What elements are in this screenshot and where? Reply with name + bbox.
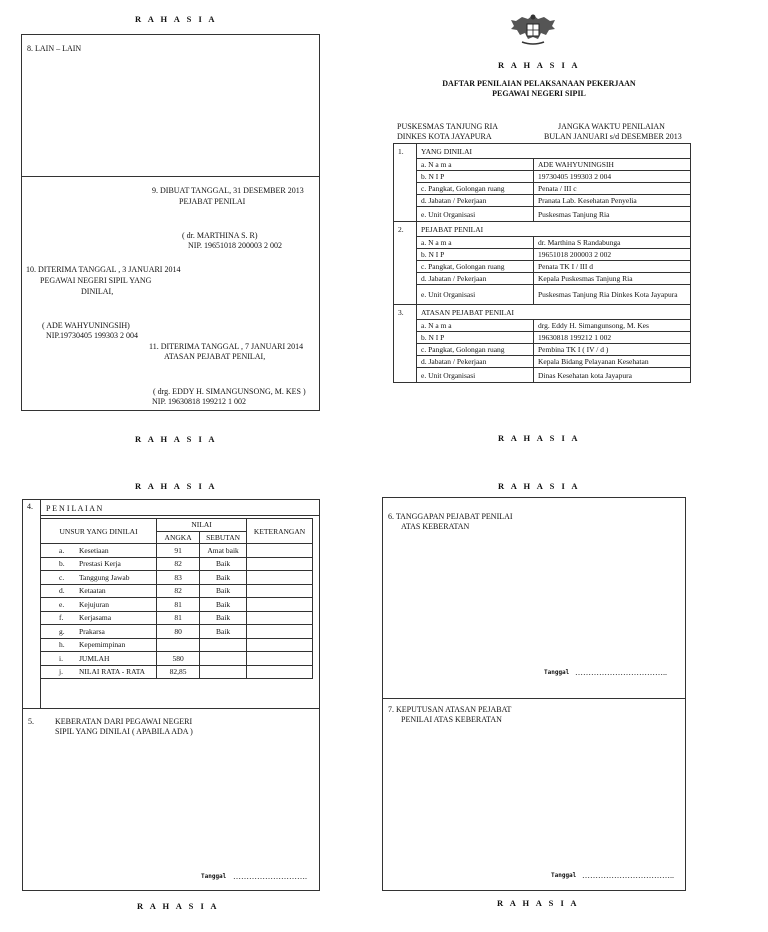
- table-row: [394, 237, 691, 249]
- field-value: Dinas Kesehatan kota Jayapura: [534, 368, 691, 383]
- row-angka: [157, 638, 200, 652]
- table-row: [394, 368, 691, 383]
- row-sebutan: [200, 652, 247, 666]
- row-letter: i.: [41, 652, 76, 666]
- s11-name: ( drg. EDDY H. SIMANGUNSONG, M. KES ): [153, 387, 306, 396]
- assessment-table: [40, 518, 313, 679]
- row-keterangan: [247, 652, 313, 666]
- s11-role: ATASAN PEJABAT PENILAI,: [164, 352, 266, 361]
- field-value: Pranata Lab. Kesehatan Penyelia: [534, 195, 691, 207]
- field-label: b. N I P: [417, 171, 534, 183]
- field-label: c. Pangkat, Golongan ruang: [417, 344, 534, 356]
- field-value: Pembina TK I ( IV / d ): [534, 344, 691, 356]
- page3-frame: [22, 499, 320, 891]
- section-4-number: 4.: [27, 502, 33, 511]
- section-number: 1.: [394, 144, 417, 222]
- s9-nip: NIP. 19651018 200003 2 002: [188, 241, 283, 250]
- row-letter: c.: [41, 571, 76, 585]
- field-label: d. Jabatan / Pekerjaan: [417, 273, 534, 285]
- tanggal-dots-s6: ……………………………..: [575, 668, 667, 677]
- field-label: d. Jabatan / Pekerjaan: [417, 356, 534, 368]
- row-sebutan: Baik: [200, 584, 247, 598]
- row-letter: d.: [41, 584, 76, 598]
- row-angka: 80: [157, 625, 200, 639]
- tanggal-label-s7: Tanggal: [551, 872, 577, 879]
- table-row: [394, 207, 691, 222]
- period-line1: JANGKA WAKTU PENILAIAN: [558, 122, 665, 131]
- table-row: [394, 356, 691, 368]
- field-value: Penata TK I / III d: [534, 261, 691, 273]
- field-value: 19630818 199212 1 002: [534, 332, 691, 344]
- table-row: [41, 544, 313, 558]
- row-unsur: Prakarsa: [75, 625, 157, 639]
- field-value: Puskesmas Tanjung Ria Dinkes Kota Jayapura: [534, 285, 691, 305]
- row-letter: h.: [41, 638, 76, 652]
- field-value: ADE WAHYUNINGSIH: [534, 159, 691, 171]
- table-row: [394, 159, 691, 171]
- section-title: YANG DINILAI: [417, 144, 691, 159]
- row-keterangan: [247, 665, 313, 679]
- row-unsur: Tanggung Jawab: [75, 571, 157, 585]
- table-row: [394, 195, 691, 207]
- header-nilai: NILAI: [157, 519, 247, 532]
- row-unsur: NILAI RATA - RATA: [75, 665, 157, 679]
- rahasia-footer-p3: R A H A S I A: [136, 901, 220, 911]
- section-title: PEJABAT PENILAI: [417, 222, 691, 237]
- rahasia-footer-p2: R A H A S I A: [497, 433, 581, 443]
- row-angka: 82,85: [157, 665, 200, 679]
- row-unsur: Ketaatan: [75, 584, 157, 598]
- table-row: [394, 171, 691, 183]
- s6-line1: 6. TANGGAPAN PEJABAT PENILAI: [388, 512, 513, 521]
- row-keterangan: [247, 638, 313, 652]
- table-row: [41, 665, 313, 679]
- s6-line2: ATAS KEBERATAN: [401, 522, 470, 531]
- row-letter: b.: [41, 557, 76, 571]
- row-keterangan: [247, 557, 313, 571]
- s11-title: 11. DITERIMA TANGGAL , 7 JANUARI 2014: [149, 342, 304, 351]
- row-keterangan: [247, 571, 313, 585]
- table-row: [41, 571, 313, 585]
- field-value: Penata / III c: [534, 183, 691, 195]
- divider: [40, 515, 320, 516]
- table-row: [394, 183, 691, 195]
- row-unsur: JUMLAH: [75, 652, 157, 666]
- s9-name: ( dr. MARTHINA S. R): [182, 231, 258, 240]
- org-line2: DINKES KOTA JAYAPURA: [397, 132, 492, 141]
- row-sebutan: Baik: [200, 598, 247, 612]
- row-sebutan: Amat baik: [200, 544, 247, 558]
- row-unsur: Prestasi Kerja: [75, 557, 157, 571]
- section-8-label: 8. LAIN – LAIN: [27, 44, 82, 53]
- table-row: [41, 652, 313, 666]
- row-angka: 82: [157, 584, 200, 598]
- table-row: [41, 598, 313, 612]
- table-row: [394, 249, 691, 261]
- identity-table: [393, 143, 691, 383]
- row-letter: g.: [41, 625, 76, 639]
- table-row: [41, 611, 313, 625]
- table-row: [394, 320, 691, 332]
- doc-title-line1: DAFTAR PENILAIAN PELAKSANAAN PEKERJAAN: [442, 79, 636, 88]
- row-unsur: Kejujuran: [75, 598, 157, 612]
- row-sebutan: Baik: [200, 557, 247, 571]
- rahasia-header-p2: R A H A S I A: [497, 60, 581, 70]
- header-keterangan: KETERANGAN: [247, 519, 313, 544]
- field-value: 19651018 200003 2 002: [534, 249, 691, 261]
- table-row: [394, 285, 691, 305]
- row-keterangan: [247, 625, 313, 639]
- header-sebutan: SEBUTAN: [200, 531, 247, 544]
- s7-line2: PENILAI ATAS KEBERATAN: [401, 715, 502, 724]
- rahasia-header-p4: R A H A S I A: [497, 481, 581, 491]
- row-keterangan: [247, 584, 313, 598]
- field-value: drg. Eddy H. Simangunsong, M. Kes: [534, 320, 691, 332]
- period-line2: BULAN JANUARI s/d DESEMBER 2013: [544, 132, 682, 141]
- header-unsur: UNSUR YANG DINILAI: [41, 519, 157, 544]
- table-row: [41, 638, 313, 652]
- rahasia-header-p1: R A H A S I A: [134, 14, 218, 24]
- s10-nip: NIP.19730405 199303 2 004: [46, 331, 139, 340]
- table-row: [394, 332, 691, 344]
- field-label: e. Unit Organisasi: [417, 207, 534, 222]
- tanggal-dots-s7: ……………………………..: [582, 871, 674, 880]
- table-row: [41, 557, 313, 571]
- rahasia-footer-p1: R A H A S I A: [134, 434, 218, 444]
- row-sebutan: [200, 665, 247, 679]
- row-angka: 82: [157, 557, 200, 571]
- row-keterangan: [247, 544, 313, 558]
- penilaian-heading: P E N I L A I A N: [46, 504, 103, 513]
- field-value: Kepala Bidang Pelayanan Kesehatan: [534, 356, 691, 368]
- row-unsur: Kepemimpinan: [75, 638, 157, 652]
- row-sebutan: Baik: [200, 571, 247, 585]
- field-label: c. Pangkat, Golongan ruang: [417, 183, 534, 195]
- table-row: [41, 625, 313, 639]
- divider: [21, 176, 320, 177]
- row-letter: a.: [41, 544, 76, 558]
- tanggal-label: Tanggal: [201, 873, 227, 880]
- s9-role: PEJABAT PENILAI: [179, 197, 246, 206]
- rahasia-header-p3: R A H A S I A: [134, 481, 218, 491]
- org-line1: PUSKESMAS TANJUNG RIA: [397, 122, 499, 131]
- section-5-number: 5.: [28, 717, 34, 726]
- field-label: a. N a m a: [417, 320, 534, 332]
- row-letter: e.: [41, 598, 76, 612]
- row-letter: j.: [41, 665, 76, 679]
- divider: [382, 698, 686, 699]
- field-label: a. N a m a: [417, 159, 534, 171]
- s7-line1: 7. KEPUTUSAN ATASAN PEJABAT: [388, 705, 512, 714]
- garuda-emblem-icon: [508, 11, 558, 49]
- row-sebutan: Baik: [200, 625, 247, 639]
- field-label: c. Pangkat, Golongan ruang: [417, 261, 534, 273]
- row-keterangan: [247, 598, 313, 612]
- s10-line3: DINILAI,: [81, 287, 114, 296]
- s10-line2: PEGAWAI NEGERI SIPIL YANG: [40, 276, 152, 285]
- row-unsur: Kerjasama: [75, 611, 157, 625]
- page1-frame: [21, 34, 320, 411]
- row-angka: 83: [157, 571, 200, 585]
- row-sebutan: Baik: [200, 611, 247, 625]
- table-row: [41, 584, 313, 598]
- field-value: dr. Marthina S Randabunga: [534, 237, 691, 249]
- field-label: d. Jabatan / Pekerjaan: [417, 195, 534, 207]
- rahasia-footer-p4: R A H A S I A: [496, 898, 580, 908]
- row-angka: 81: [157, 598, 200, 612]
- field-value: Kepala Puskesmas Tanjung Ria: [534, 273, 691, 285]
- row-angka: 91: [157, 544, 200, 558]
- row-angka: 580: [157, 652, 200, 666]
- page4-frame: [382, 497, 686, 891]
- row-keterangan: [247, 611, 313, 625]
- row-sebutan: [200, 638, 247, 652]
- section-number: 2.: [394, 222, 417, 305]
- table-row: [394, 273, 691, 285]
- s10-title: 10. DITERIMA TANGGAL , 3 JANUARI 2014: [26, 265, 181, 274]
- doc-title-line2: PEGAWAI NEGERI SIPIL: [492, 89, 586, 98]
- field-label: e. Unit Organisasi: [417, 368, 534, 383]
- row-letter: f.: [41, 611, 76, 625]
- field-value: 19730405 199303 2 004: [534, 171, 691, 183]
- tanggal-dots: ……………………….: [233, 872, 307, 881]
- s10-name: ( ADE WAHYUNINGSIH): [42, 321, 130, 330]
- field-label: b. N I P: [417, 332, 534, 344]
- field-label: b. N I P: [417, 249, 534, 261]
- divider: [22, 708, 320, 709]
- table-row: [394, 344, 691, 356]
- s5-line1: KEBERATAN DARI PEGAWAI NEGERI: [55, 717, 193, 726]
- s5-line2: SIPIL YANG DINILAI ( APABILA ADA ): [55, 727, 193, 736]
- row-angka: 81: [157, 611, 200, 625]
- field-value: Puskesmas Tanjung Ria: [534, 207, 691, 222]
- row-unsur: Kesetiaan: [75, 544, 157, 558]
- s9-title: 9. DIBUAT TANGGAL, 31 DESEMBER 2013: [152, 186, 304, 195]
- field-label: a. N a m a: [417, 237, 534, 249]
- section-number: 3.: [394, 305, 417, 383]
- table-row: [394, 261, 691, 273]
- s11-nip: NIP. 19630818 199212 1 002: [152, 397, 247, 406]
- section-title: ATASAN PEJABAT PENILAI: [417, 305, 691, 320]
- tanggal-label-s6: Tanggal: [544, 669, 570, 676]
- field-label: e. Unit Organisasi: [417, 285, 534, 305]
- header-angka: ANGKA: [157, 531, 200, 544]
